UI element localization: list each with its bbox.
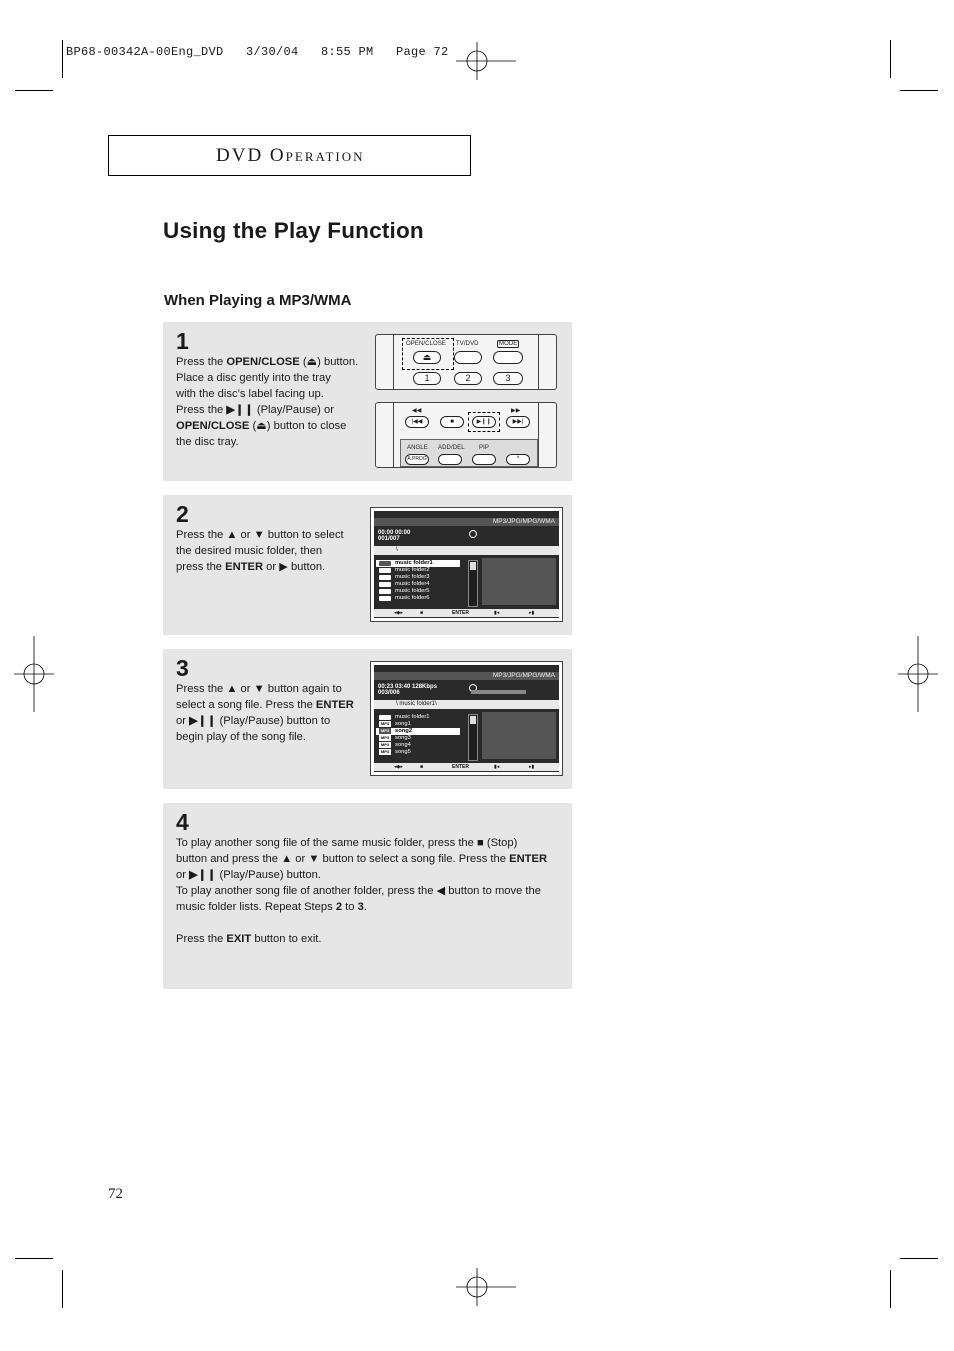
scrollbar xyxy=(468,560,478,607)
instruction-line: OPEN/CLOSE (⏏) button to close xyxy=(176,420,347,432)
folder-icon xyxy=(379,589,391,594)
instruction-line: or ▶❙❙ (Play/Pause) button. xyxy=(176,869,321,881)
step-2-text xyxy=(176,527,344,575)
pip-label: PIP xyxy=(479,445,489,451)
instruction-line: button and press the ▲ or ▼ button to select a song file. Press the ENTER xyxy=(176,853,548,865)
step-2-panel xyxy=(163,495,572,635)
mp3-file-icon: MP3 xyxy=(380,728,390,733)
skip-forward-button: ▶▶| xyxy=(506,416,530,428)
osd-screen-folders xyxy=(370,507,563,622)
crop-mark xyxy=(62,40,63,78)
osd-nav-bar: ◂◆▸ ■ ENTER ▮◂ ▸▮ xyxy=(374,609,559,617)
fast-forward-label: ▶▶ xyxy=(511,408,521,414)
list-item: MP3 song5 xyxy=(380,749,411,755)
step-number: 1 xyxy=(176,328,189,354)
list-item: music folder6 xyxy=(376,595,460,602)
list-item: MP3 song3 xyxy=(380,735,411,741)
instruction-line: or ▶❙❙ (Play/Pause) button to xyxy=(176,715,331,727)
osd-nav-bar: ◂◆▸ ■ ENTER ▮◂ ▸▮ xyxy=(374,763,559,771)
section-header: DVD OPERATION xyxy=(216,145,365,166)
instruction-line: Press the EXIT button to exit. xyxy=(176,933,322,945)
angle-label: ANGLE xyxy=(407,445,428,451)
open-close-highlight xyxy=(402,338,454,370)
list-item: music folder3 xyxy=(376,574,460,581)
osd-time: 00:23 03:40 128Kbps xyxy=(378,684,438,690)
folder-icon xyxy=(379,568,391,573)
open-close-button: ⏏ xyxy=(413,351,441,364)
remote-top-illustration xyxy=(375,334,557,390)
number-button: 1 xyxy=(413,372,441,385)
mp3-file-icon: MP3 xyxy=(380,735,390,740)
osd-path: \ music folder1\ xyxy=(374,700,559,709)
instruction-line: music folder lists. Repeat Steps 2 to 3. xyxy=(176,901,367,913)
instruction-line: Press the ▶❙❙ (Play/Pause) or xyxy=(176,404,334,416)
osd-track-count: 001/007 xyxy=(378,536,400,542)
list-item: MP3 song2 xyxy=(376,728,460,735)
mode-label: MODE xyxy=(499,341,518,347)
angle-prog-button: A.PROG xyxy=(405,454,429,465)
step-1-panel xyxy=(163,322,572,481)
instruction-line: Place a disc gently into the tray xyxy=(176,372,331,384)
instruction-line: the desired music folder, then xyxy=(176,545,323,557)
number-button: 3 xyxy=(493,372,523,385)
registration-mark-left xyxy=(14,636,54,712)
step-number: 3 xyxy=(176,655,189,681)
scrollbar xyxy=(468,714,478,761)
play-pause-highlight xyxy=(468,412,500,432)
step-3-text xyxy=(176,681,354,745)
folder-icon xyxy=(379,582,391,587)
open-close-label: OPEN/CLOSE xyxy=(406,341,447,347)
pip-button xyxy=(472,454,496,465)
folder-icon xyxy=(379,575,391,580)
instruction-line: begin play of the song file. xyxy=(176,731,306,743)
play-pause-button: ▶❙❙ xyxy=(472,416,496,428)
instruction-line: with the disc’s label facing up. xyxy=(176,388,324,400)
equalizer-graphic xyxy=(471,690,526,694)
list-item: MP3 song1 xyxy=(380,721,411,727)
step-3-panel xyxy=(163,649,572,789)
crop-mark xyxy=(15,1258,53,1259)
instruction-line: press the ENTER or ▶ button. xyxy=(176,561,326,573)
list-item: music folder5 xyxy=(376,588,460,595)
instruction-line: To play another song file of the same music folder, press the ■ (Stop) xyxy=(176,837,518,849)
preview-area xyxy=(482,712,556,759)
folder-icon xyxy=(379,596,391,601)
osd-file-list xyxy=(374,558,470,605)
instruction-line: the disc tray. xyxy=(176,436,239,448)
step-1-text xyxy=(176,354,358,450)
mp3-file-icon: MP3 xyxy=(380,721,390,726)
crop-mark xyxy=(900,1258,938,1259)
crop-mark xyxy=(900,90,938,91)
folder-icon xyxy=(379,715,391,720)
osd-file-list xyxy=(374,712,470,759)
registration-mark-top xyxy=(456,42,516,80)
add-del-label: ADD/DEL xyxy=(438,445,465,451)
print-header: BP68-00342A-00Eng_DVD 3/30/04 8:55 PM Page 72 xyxy=(66,45,449,59)
instruction-line: Press the ▲ or ▼ button again to xyxy=(176,683,342,695)
enter-label: ENTER xyxy=(452,764,469,770)
crop-mark xyxy=(15,90,53,91)
osd-header: MP3/JPG/MPG/WMA xyxy=(374,518,559,526)
instruction-line xyxy=(176,915,547,931)
step-number: 4 xyxy=(176,809,189,835)
crop-mark xyxy=(890,1270,891,1308)
instruction-line: Press the OPEN/CLOSE (⏏) button. xyxy=(176,356,359,368)
step-4-panel xyxy=(163,803,572,989)
subtitle: When Playing a MP3/WMA xyxy=(164,292,352,309)
folder-icon xyxy=(379,561,391,566)
osd-header: MP3/JPG/MPG/WMA xyxy=(374,672,559,680)
registration-mark-bottom xyxy=(456,1268,516,1306)
remote-bottom-illustration xyxy=(375,402,557,468)
osd-path: \ xyxy=(374,546,559,555)
crop-mark xyxy=(890,40,891,78)
page-number: 72 xyxy=(108,1186,123,1202)
list-item: music folder1 xyxy=(376,560,460,567)
page-title: Using the Play Function xyxy=(163,218,424,243)
enter-label: ENTER xyxy=(452,610,469,616)
crop-mark xyxy=(62,1270,63,1308)
step-4-text xyxy=(176,835,547,947)
list-item: music folder2 xyxy=(376,567,460,574)
instruction-line: select a song file. Press the ENTER xyxy=(176,699,354,711)
rewind-label: ◀◀ xyxy=(412,408,422,414)
number-button: 2 xyxy=(454,372,482,385)
instruction-line: Press the ▲ or ▼ button to select xyxy=(176,529,344,541)
mode-button xyxy=(493,351,523,364)
list-item: music folder1 xyxy=(376,714,460,721)
preview-area xyxy=(482,558,556,605)
step-number: 2 xyxy=(176,501,189,527)
instruction-line: To play another song file of another folder, press the ◀ button to move the xyxy=(176,885,541,897)
registration-mark-right xyxy=(898,636,938,712)
tv-dvd-button xyxy=(454,351,482,364)
osd-time: 00:00 00:00 xyxy=(378,530,411,536)
stop-status-icon xyxy=(469,530,477,538)
up-button: ^ xyxy=(506,454,530,465)
list-item: music folder4 xyxy=(376,581,460,588)
skip-back-button: |◀◀ xyxy=(405,416,429,428)
osd-screen-songs xyxy=(370,661,563,776)
osd-track-count: 003/006 xyxy=(378,690,400,696)
mp3-file-icon: MP3 xyxy=(380,749,390,754)
add-del-button xyxy=(438,454,462,465)
mp3-file-icon: MP3 xyxy=(380,742,390,747)
tv-dvd-label: TV/DVD xyxy=(456,341,479,347)
stop-button: ■ xyxy=(440,416,464,428)
list-item: MP3 song4 xyxy=(380,742,411,748)
